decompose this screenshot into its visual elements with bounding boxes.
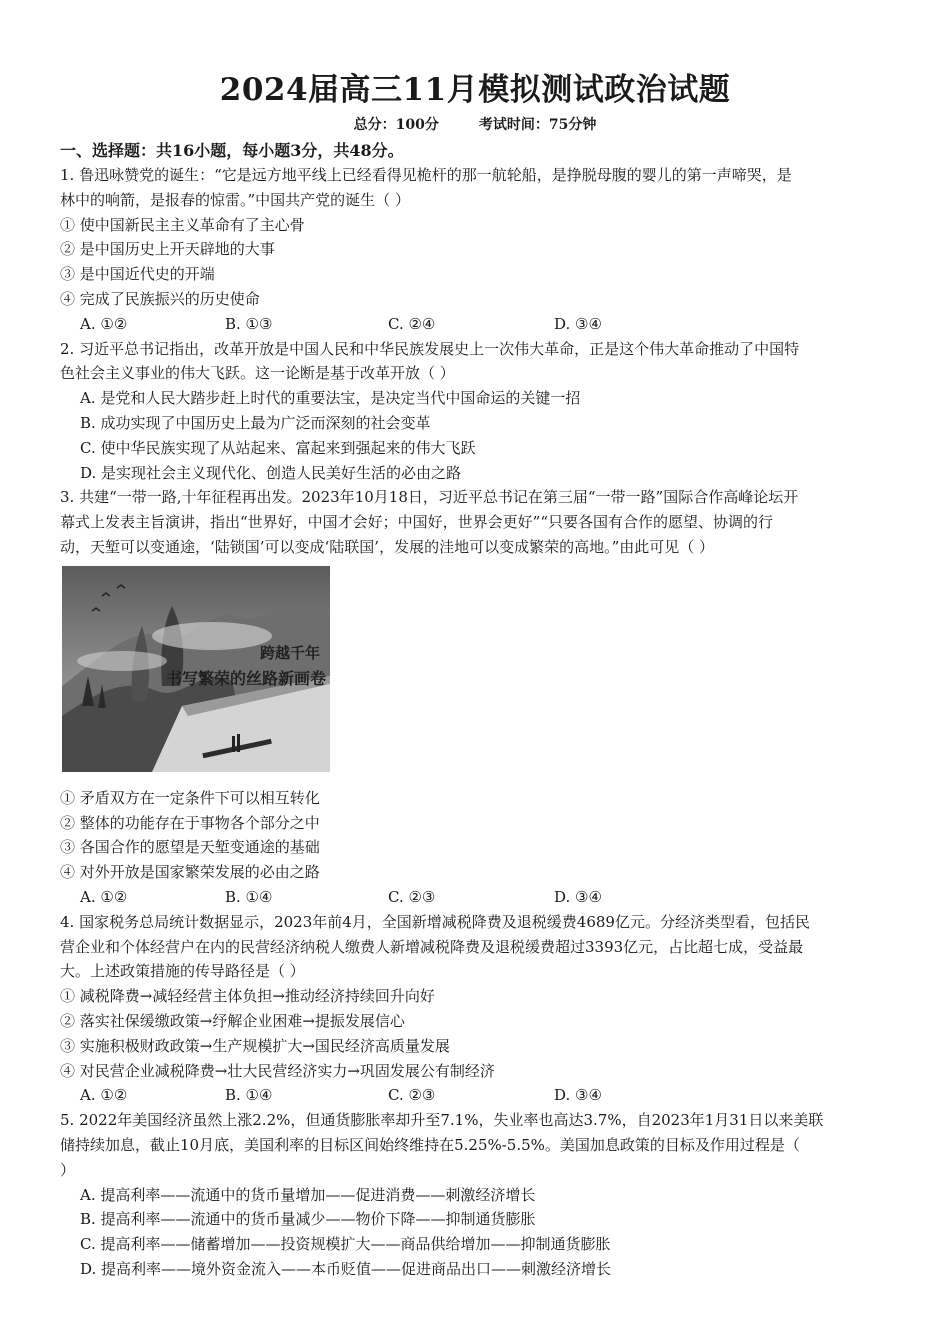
question-stem-line: 储持续加息，截止10月底，美国利率的目标区间始终维持在5.25%-5.5%。美国加息政策的目标及作用过程是（ (60, 1135, 800, 1154)
question-stem-line: 1. 鲁迅咏赞党的诞生：“它是远方地平线上已经看得见桅杆的那一航轮船，是挣脱母腹的婴儿的第一声啼哭，是 (60, 166, 792, 184)
statement-item: ③ 实施积极财政政策→生产规模扩大→国民经济高质量发展 (60, 1036, 450, 1055)
question-stem-line: 营企业和个体经营户在内的民营经济纳税人缴费人新增减税降费及退税缓费超过3393亿元，占比超七成，受益最 (60, 937, 804, 956)
choice-d[interactable]: D. ③④ (554, 1086, 602, 1105)
question-stem-line: ） (60, 1160, 76, 1179)
statement-item: ② 落实社保缓缴政策→纾解企业困难→提振发展信心 (60, 1011, 405, 1030)
choice-a[interactable]: A. ①② (80, 887, 128, 906)
statement-item: ① 使中国新民主主义革命有了主心骨 (60, 215, 305, 234)
choice-a[interactable]: A. 是党和人民大踏步赶上时代的重要法宝，是决定当代中国命运的关键一招 (80, 389, 581, 408)
total-score: 总分：100分 (353, 117, 439, 133)
exam-meta (0, 114, 950, 136)
choice-d[interactable]: D. 是实现社会主义现代化、创造人民美好生活的必由之路 (80, 463, 462, 482)
choice-b[interactable]: B. 成功实现了中国历史上最为广泛而深刻的社会变革 (80, 413, 431, 432)
statement-item: ② 是中国历史上开天辟地的大事 (60, 240, 275, 259)
statement-item: ④ 完成了民族振兴的历史使命 (60, 289, 260, 308)
question-stem-line: 色社会主义事业的伟大飞跃。这一论断是基于改革开放（ ） (60, 364, 455, 383)
choice-d[interactable]: D. ③④ (554, 887, 602, 906)
statement-item: ③ 是中国近代史的开端 (60, 265, 215, 284)
choice-b[interactable]: B. ①④ (225, 1086, 273, 1105)
answer-choices (60, 1083, 892, 1108)
section-heading: 一、选择题：共16小题，每小题3分，共48分。 (60, 141, 404, 160)
question-stem-line: 幕式上发表主旨演讲，指出“世界好，中国才会好；中国好，世界会更好”“只要各国有合作的愿望、协调的行 (60, 513, 774, 532)
statement-item: ④ 对民营企业减税降费→壮大民营经济实力→巩固发展公有制经济 (60, 1061, 495, 1080)
question-stem-line: 4. 国家税务总局统计数据显示，2023年前4月，全国新增减税降费及退税缓费4689亿元。分经济类型看，包括民 (60, 912, 810, 931)
choice-a[interactable]: A. 提高利率——流通中的货币量增加——促进消费——刺激经济增长 (80, 1185, 536, 1204)
choice-c[interactable]: C. ②③ (388, 887, 436, 906)
choice-c[interactable]: C. 使中华民族实现了从站起来、富起来到强起来的伟大飞跃 (80, 438, 476, 457)
question-5 (60, 1108, 892, 1282)
choice-b[interactable]: B. 提高利率——流通中的货币量减少——物价下降——抑制通货膨胀 (80, 1210, 536, 1229)
statement-item: ④ 对外开放是国家繁荣发展的必由之路 (60, 863, 320, 882)
landscape-painting-image (62, 566, 330, 772)
choice-a[interactable]: A. ①② (80, 314, 128, 333)
question-3 (60, 485, 892, 909)
statement-item: ③ 各国合作的愿望是天堑变通途的基础 (60, 838, 320, 857)
choice-a[interactable]: A. ①② (80, 1086, 128, 1105)
choice-b[interactable]: B. ①④ (225, 887, 273, 906)
question-stem-line: 3. 共建“一带一路,十年征程再出发。2023年10月18日，习近平总书记在第三届“一带一路”国际合作高峰论坛开 (60, 488, 799, 507)
page-title: 2024届高三11月模拟测试政治试题 (219, 72, 731, 108)
image-caption-line-2: 书写繁荣的丝路新画卷 (165, 668, 326, 688)
exam-time: 考试时间：75分钟 (478, 117, 597, 133)
choice-d[interactable]: D. 提高利率——境外资金流入——本币贬值——促进商品出口——刺激经济增长 (80, 1259, 612, 1278)
statement-item: ① 减税降费→减轻经营主体负担→推动经济持续回升向好 (60, 987, 435, 1006)
question-stem-line: 动，天堑可以变通途，‘陆锁国’可以变成‘陆联国’，发展的洼地可以变成繁荣的高地。”由此可见（ ） (60, 537, 715, 556)
question-stem-line: 林中的响箭，是报春的惊雷。”中国共产党的诞生（ ） (60, 190, 410, 209)
image-caption-line-1: 跨越千年 (259, 643, 320, 662)
question-4 (60, 910, 892, 1108)
statement-item: ① 矛盾双方在一定条件下可以相互转化 (60, 788, 320, 807)
choice-c[interactable]: C. ②③ (388, 1086, 436, 1105)
choice-c[interactable]: C. ②④ (388, 314, 436, 333)
choice-b[interactable]: B. ①③ (225, 314, 273, 333)
answer-choices (60, 885, 892, 910)
answer-choices (60, 312, 892, 337)
question-1 (60, 163, 892, 337)
question-stem-line: 大。上述政策措施的传导路径是（ ） (60, 962, 305, 981)
question-stem-line: 5. 2022年美国经济虽然上涨2.2%，但通货膨胀率却升至7.1%，失业率也高达3.7%，自2023年1月31日以来美联 (60, 1111, 824, 1130)
choice-c[interactable]: C. 提高利率——储蓄增加——投资规模扩大——商品供给增加——抑制通货膨胀 (80, 1235, 611, 1254)
statement-item: ② 整体的功能存在于事物各个部分之中 (60, 813, 320, 832)
question-2 (60, 337, 892, 486)
question-stem-line: 2. 习近平总书记指出，改革开放是中国人民和中华民族发展史上一次伟大革命，正是这个伟大革命推动了中国特 (60, 339, 800, 358)
question-list (60, 163, 892, 1282)
belt-road-image (62, 566, 330, 772)
choice-d[interactable]: D. ③④ (554, 314, 602, 333)
